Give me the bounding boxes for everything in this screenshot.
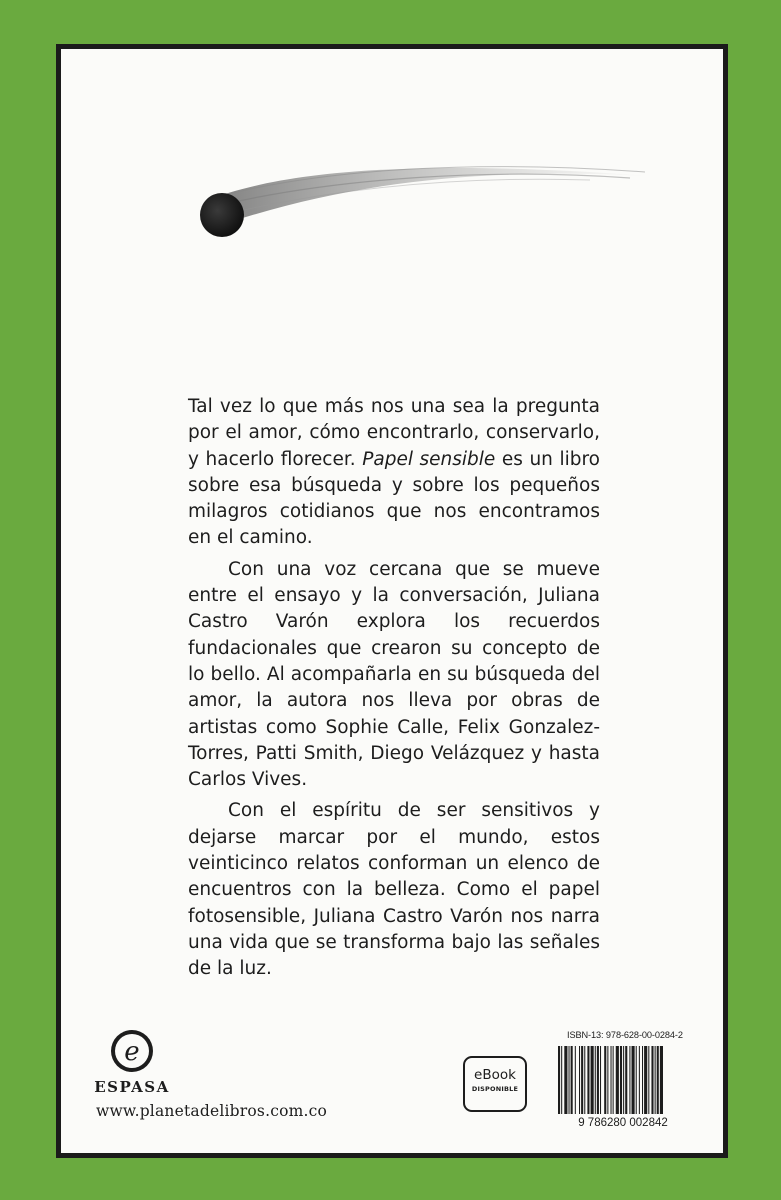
barcode-bar [644,1046,647,1114]
barcode-bar [616,1046,619,1114]
barcode-bar [636,1046,637,1114]
barcode-bar [625,1046,627,1114]
barcode-bar [642,1046,643,1114]
barcode-bar [623,1046,624,1114]
comet-illustration [190,158,670,268]
barcode [548,1042,698,1128]
barcode-bar [558,1046,560,1114]
book-title: Papel sensible [362,448,496,470]
barcode-bar [591,1046,594,1114]
synopsis-paragraph-3: Con el espíritu de ser sensitivos y dejarse marcar por el mundo, estos veinticinco relatos conforman un elenco de encuentros con la belleza. Como el papel fotosensible, Juliana Castro Varón nos narra una vida que se transforma bajo las señales de la luz. [188,800,600,980]
barcode-bar [575,1046,576,1114]
publisher-url[interactable]: www.planetadelibros.com.co [96,1102,328,1120]
barcode-bar [587,1046,589,1114]
barcode-bar [581,1046,583,1114]
barcode-bar [597,1046,599,1114]
barcode-bar [620,1046,622,1114]
barcode-bar [569,1046,570,1114]
barcode-bar [584,1046,585,1114]
barcode-bar [648,1046,649,1114]
barcode-bar [561,1046,562,1114]
espasa-logo [92,1028,172,1096]
barcode-bar [579,1046,580,1114]
barcode-bar [613,1046,614,1114]
barcode-bar [629,1046,630,1114]
barcode-bar [655,1046,656,1114]
barcode-bar [600,1046,601,1114]
synopsis-paragraph-2: Con una voz cercana que se mueve entre el ensayo y la conversación, Juliana Castro Varón explora los recuerdos fundacionales que crearon su concepto de lo bello. Al acompañarla en su búsqueda del amor, la autora nos lleva por obras de artistas como Sophie Calle, Felix Gonzalez-Torres, Patti Smith, Diego Velázquez y hasta Carlos Vives. [188,558,600,791]
barcode-bar [604,1046,606,1114]
synopsis-text [188,394,600,988]
svg-text:e: e [124,1037,140,1067]
barcode-bar [607,1046,608,1114]
barcode-bar [651,1046,653,1114]
ebook-available-label: DISPONIBLE [471,1085,519,1093]
ebook-label: eBook [474,1067,516,1083]
ebook-badge [463,1056,527,1112]
barcode-bar [571,1046,573,1114]
barcode-bar [564,1046,567,1114]
isbn-13: ISBN-13: 978-628-00-0284-2 [567,1030,683,1040]
barcode-bar [611,1046,612,1114]
barcode-digits: 9 786280 002842 [578,1117,668,1128]
espasa-emblem-icon [109,1028,155,1074]
barcode-bar [639,1046,640,1114]
barcode-bar [632,1046,635,1114]
publisher-name: ESPASA [94,1078,170,1096]
barcode-bar [660,1046,663,1114]
barcode-bar [657,1046,659,1114]
barcode-bar [595,1046,596,1114]
synopsis-paragraph-1: Tal vez lo que más nos una sea la pregunta por el amor, cómo encontrarlo, conservarlo, y hacerlo florecer. Papel sensible es un libro sobre esa búsqueda y sobre los pequeños milagros cotidianos que nos encontramos en el camino. [188,396,600,549]
